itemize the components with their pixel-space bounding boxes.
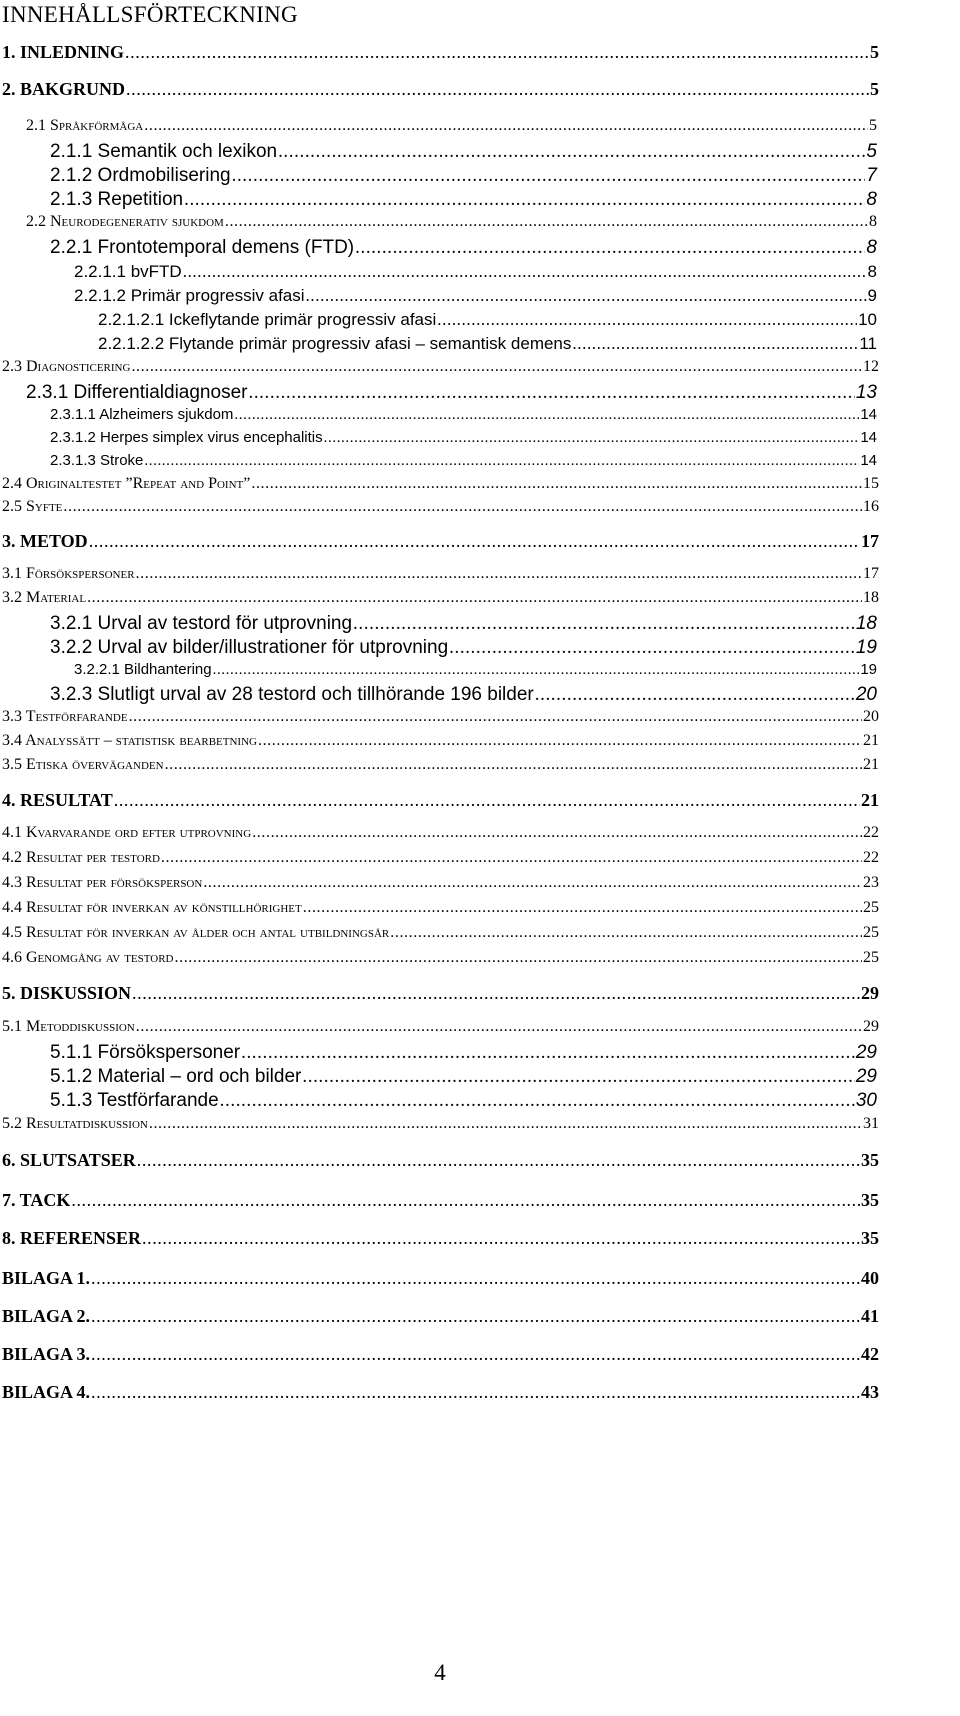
toc-entry[interactable]: 3.2.1 Urval av testord för utprovning ..... 18	[50, 613, 877, 637]
toc-entry[interactable]: 4.6 Genomgång av testord ..... 25	[2, 949, 879, 973]
toc-entry[interactable]: 5.1.2 Material – ord och bilder ..... 29	[50, 1066, 877, 1090]
toc-entry[interactable]: 3.2.2.1 Bildhantering ..... 19	[74, 661, 877, 685]
toc-entry[interactable]: BILAGA 1. ..... 40	[2, 1268, 879, 1292]
toc-entry[interactable]: 4.2 Resultat per testord ..... 22	[2, 849, 879, 873]
toc-entry[interactable]: 2.2.1.1 bvFTD ..... 8	[74, 262, 877, 286]
toc-entry[interactable]: 2.1.3 Repetition ..... 8	[50, 189, 877, 213]
toc-entry[interactable]: 3.2 Material ..... 18	[2, 589, 879, 613]
toc-entry[interactable]: 2.3.1 Differentialdiagnoser ..... 13	[26, 382, 877, 406]
toc-entry[interactable]: 3.5 Etiska överväganden ..... 21	[2, 756, 879, 780]
toc-entry[interactable]: 4. RESULTAT ..... 21	[2, 790, 879, 814]
toc-entry[interactable]: 5.1.3 Testförfarande ..... 30	[50, 1090, 877, 1114]
toc-entry[interactable]: 2.1.2 Ordmobilisering ..... 7	[50, 165, 877, 189]
toc-entry[interactable]: 3.3 Testförfarande ..... 20	[2, 708, 879, 732]
toc-entry[interactable]: 2.2.1.2 Primär progressiv afasi ..... 9	[74, 286, 877, 310]
page-number: 4	[434, 1660, 446, 1685]
toc-entry[interactable]: 4.5 Resultat för inverkan av ålder och antal utbildningsår ..... 25	[2, 924, 879, 948]
toc-entry[interactable]: BILAGA 3. ..... 42	[2, 1344, 879, 1368]
toc-entry[interactable]: 2.3.1.2 Herpes simplex virus encephalitis ..... 14	[50, 429, 877, 453]
toc-entry[interactable]: 6. SLUTSATSER ..... 35	[2, 1150, 879, 1174]
toc-entry[interactable]: 5.2 Resultatdiskussion ..... 31	[2, 1115, 879, 1139]
toc-entry[interactable]: 5.1 Metoddiskussion ..... 29	[2, 1018, 879, 1042]
toc-entry[interactable]: 4.1 Kvarvarande ord efter utprovning ..... 22	[2, 824, 879, 848]
toc-entry[interactable]: BILAGA 4. ..... 43	[2, 1382, 879, 1406]
toc-entry[interactable]: 2.2.1 Frontotemporal demens (FTD) ..... 8	[50, 237, 877, 261]
toc-entry[interactable]: 3.4 Analyssätt – statistisk bearbetning ..... 21	[2, 732, 879, 756]
toc-entry[interactable]: 7. TACK ..... 35	[2, 1190, 879, 1214]
toc-entry[interactable]: 2.1.1 Semantik och lexikon ..... 5	[50, 141, 877, 165]
toc-entry[interactable]: 2.2.1.2.2 Flytande primär progressiv afasi – semantisk demens ..... 11	[98, 334, 877, 358]
toc-entry[interactable]: 2.3 Diagnosticering ..... 12	[2, 358, 879, 382]
toc-entry[interactable]: 2.3.1.3 Stroke ..... 14	[50, 452, 877, 476]
toc-entry[interactable]: 5.1.1 Försökspersoner ..... 29	[50, 1042, 877, 1066]
toc-entry[interactable]: 2.3.1.1 Alzheimers sjukdom ..... 14	[50, 406, 877, 430]
toc-entry[interactable]: 2.5 Syfte ..... 16	[2, 498, 879, 522]
toc-entry[interactable]: 3.2.2 Urval av bilder/illustrationer för utprovning ..... 19	[50, 637, 877, 661]
toc-entry[interactable]: 3.1 Försökspersoner ..... 17	[2, 565, 879, 589]
toc-entry[interactable]: 2.1 Språkförmåga ..... 5	[26, 117, 877, 141]
toc-entry[interactable]: 2.4 Originaltestet ”Repeat and Point” ..... 15	[2, 475, 879, 499]
toc-entry[interactable]: 8. REFERENSER ..... 35	[2, 1228, 879, 1252]
toc-entry[interactable]: 2.2.1.2.1 Ickeflytande primär progressiv afasi ..... 10	[98, 310, 877, 334]
toc-entry[interactable]: 1. INLEDNING ..... 5	[2, 42, 879, 66]
toc-entry[interactable]: 4.3 Resultat per försöksperson ..... 23	[2, 874, 879, 898]
toc-entry[interactable]: 5. DISKUSSION ..... 29	[2, 983, 879, 1007]
toc-entry[interactable]: 2. BAKGRUND ..... 5	[2, 79, 879, 103]
toc-title: INNEHÅLLSFÖRTECKNING	[2, 2, 298, 27]
toc-entry[interactable]: 3.2.3 Slutligt urval av 28 testord och tillhörande 196 bilder ..... 20	[50, 684, 877, 708]
toc-entry[interactable]: 3. METOD ..... 17	[2, 531, 879, 555]
toc-entry[interactable]: 2.2 Neurodegenerativ sjukdom ..... 8	[26, 213, 877, 237]
toc-entry[interactable]: 4.4 Resultat för inverkan av könstillhörighet ..... 25	[2, 899, 879, 923]
toc-entry[interactable]: BILAGA 2. ..... 41	[2, 1306, 879, 1330]
